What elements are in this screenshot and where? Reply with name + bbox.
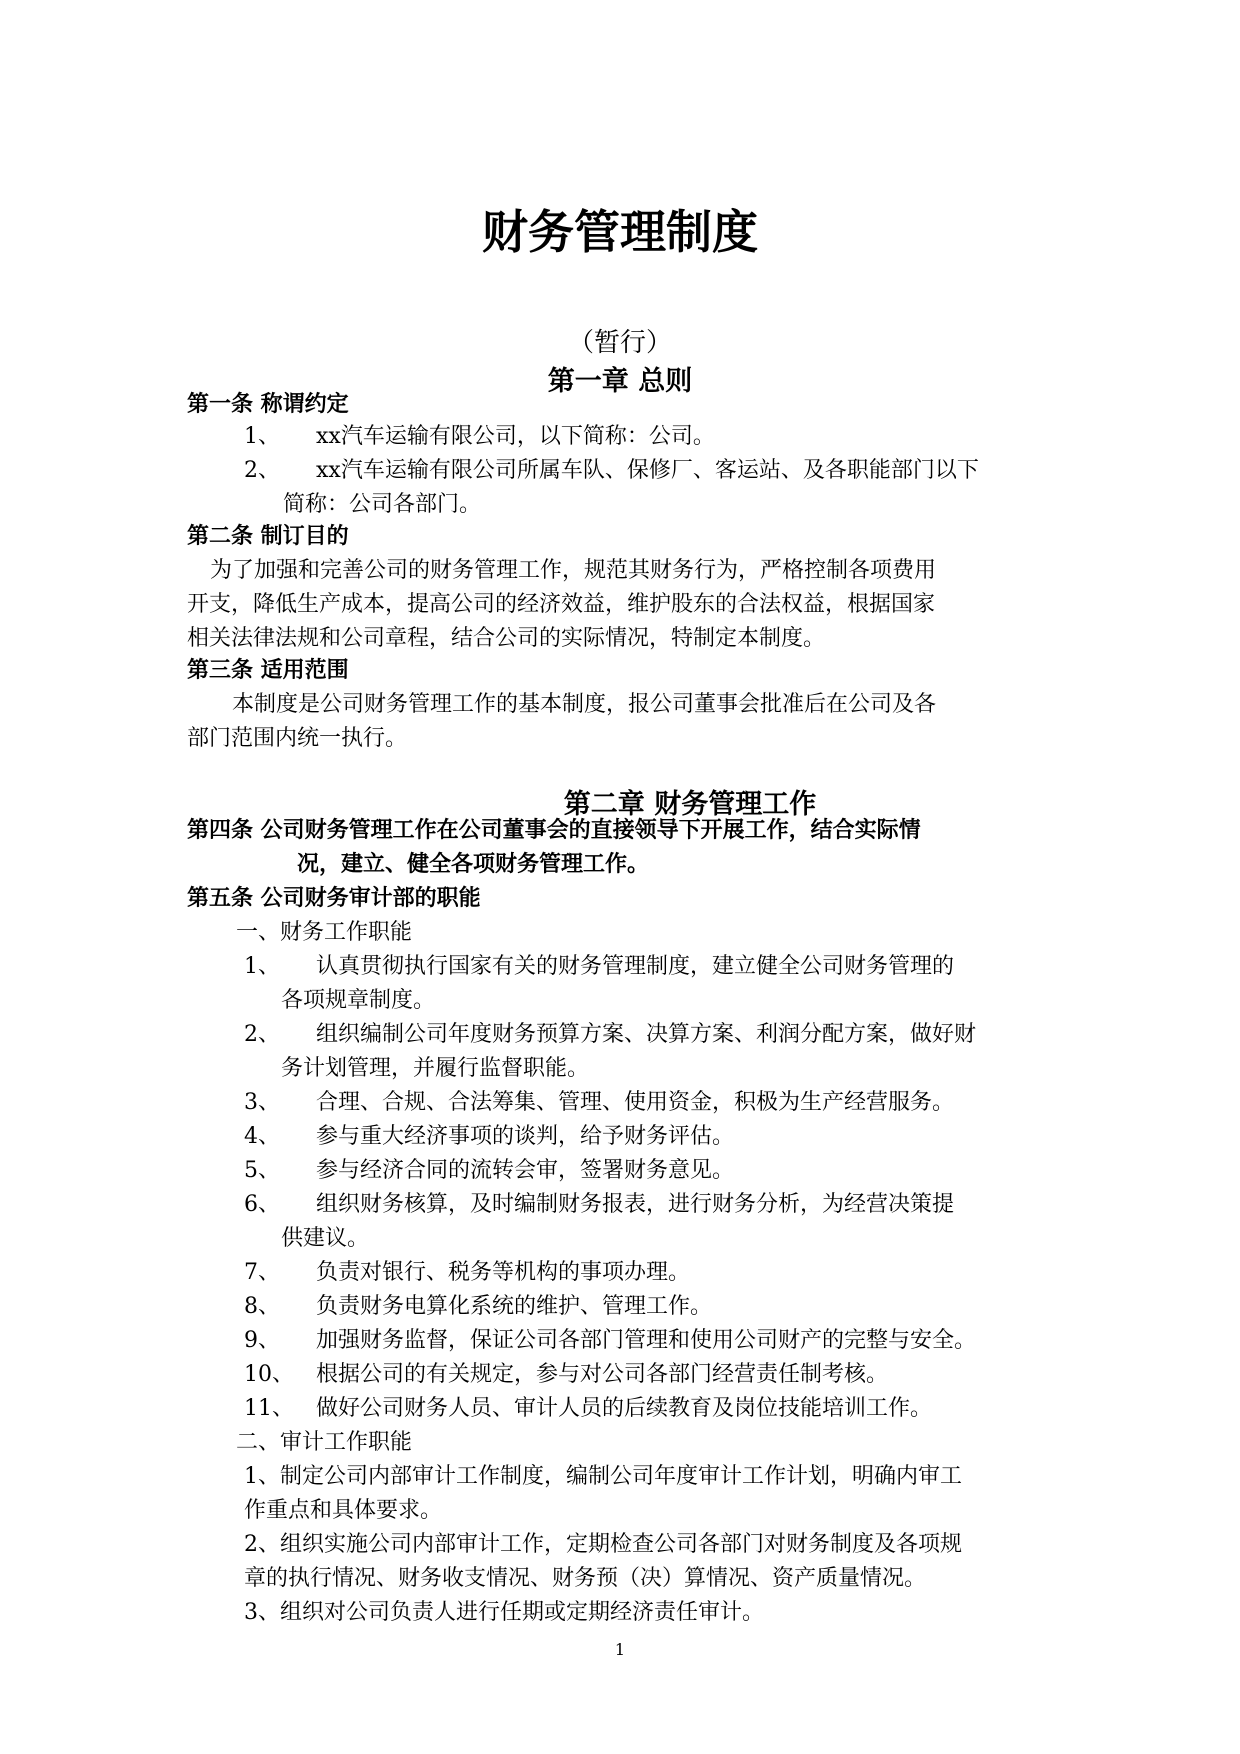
article-5-heading: 第五条 公司财务审计部的职能 bbox=[187, 886, 481, 911]
article-4-line-2: 况，建立、健全各项财务管理工作。 bbox=[297, 852, 650, 877]
article-3-heading: 第三条 适用范围 bbox=[187, 658, 349, 683]
list-item bbox=[244, 1292, 712, 1322]
chapter-1-heading: 第一章 总则 bbox=[547, 366, 693, 397]
list-item-continuation: 各项规章制度。 bbox=[281, 988, 436, 1013]
document-title: 财务管理制度 bbox=[482, 205, 758, 259]
list-item-text: 参与重大经济事项的谈判，给予财务评估。 bbox=[316, 1124, 735, 1149]
list-item-continuation: 供建议。 bbox=[281, 1226, 370, 1251]
list-item-number: 9、 bbox=[244, 1328, 280, 1353]
list-item-number: 5、 bbox=[244, 1158, 280, 1183]
paragraph-line: 作重点和具体要求。 bbox=[244, 1498, 443, 1523]
list-item bbox=[244, 1156, 734, 1186]
paragraph-line: 3、组织对公司负责人进行任期或定期经济责任审计。 bbox=[244, 1600, 764, 1625]
list-item bbox=[244, 1020, 976, 1050]
list-item-text: xx汽车运输有限公司所属车队、保修厂、客运站、及各职能部门以下 bbox=[316, 458, 979, 483]
list-item-continuation: 简称：公司各部门。 bbox=[283, 492, 482, 517]
list-item bbox=[244, 422, 715, 452]
list-item-number: 7、 bbox=[244, 1260, 280, 1285]
list-item bbox=[244, 952, 954, 982]
chapter-2-heading: 第二章 财务管理工作 bbox=[563, 789, 817, 820]
list-item-text: 负责财务电算化系统的维护、管理工作。 bbox=[316, 1294, 713, 1319]
list-item-number: 8、 bbox=[244, 1294, 280, 1319]
list-item bbox=[244, 1394, 932, 1424]
list-item-text: 认真贯彻执行国家有关的财务管理制度，建立健全公司财务管理的 bbox=[316, 954, 955, 979]
list-item bbox=[244, 456, 979, 486]
list-item-text: 负责对银行、税务等机构的事项办理。 bbox=[316, 1260, 691, 1285]
list-item-number: 3、 bbox=[244, 1090, 280, 1115]
section-heading: 一、财务工作职能 bbox=[236, 920, 413, 945]
list-item-text: 参与经济合同的流转会审，签署财务意见。 bbox=[316, 1158, 735, 1183]
paragraph-line: 1、制定公司内部审计工作制度，编制公司年度审计工作计划，明确内审工 bbox=[244, 1464, 962, 1489]
article-4-line-1: 第四条 公司财务管理工作在公司董事会的直接领导下开展工作，结合实际情 bbox=[187, 818, 921, 843]
list-item-text: xx汽车运输有限公司，以下简称：公司。 bbox=[316, 424, 715, 449]
list-item-number: 11、 bbox=[244, 1396, 294, 1421]
paragraph-line: 本制度是公司财务管理工作的基本制度，报公司董事会批准后在公司及各 bbox=[232, 692, 937, 717]
list-item-number: 1、 bbox=[244, 954, 280, 979]
article-1-heading: 第一条 称谓约定 bbox=[187, 392, 349, 417]
section-heading: 二、审计工作职能 bbox=[236, 1430, 413, 1455]
paragraph-line: 2、组织实施公司内部审计工作，定期检查公司各部门对财务制度及各项规 bbox=[244, 1532, 962, 1557]
paragraph-line: 部门范围内统一执行。 bbox=[187, 726, 408, 751]
list-item bbox=[244, 1258, 690, 1288]
list-item bbox=[244, 1190, 954, 1220]
page-number: 1 bbox=[614, 1640, 626, 1659]
list-item-text: 做好公司财务人员、审计人员的后续教育及岗位技能培训工作。 bbox=[316, 1396, 933, 1421]
paragraph-line: 章的执行情况、财务收支情况、财务预（决）算情况、资产质量情况。 bbox=[244, 1566, 927, 1591]
list-item bbox=[244, 1360, 888, 1390]
list-item bbox=[244, 1122, 734, 1152]
list-item bbox=[244, 1088, 954, 1118]
paragraph-line: 为了加强和完善公司的财务管理工作，规范其财务行为，严格控制各项费用 bbox=[210, 558, 937, 583]
article-2-heading: 第二条 制订目的 bbox=[187, 524, 349, 549]
document-subtitle: （暂行） bbox=[567, 328, 672, 358]
list-item-number: 6、 bbox=[244, 1192, 280, 1217]
list-item-text: 根据公司的有关规定，参与对公司各部门经营责任制考核。 bbox=[316, 1362, 889, 1387]
list-item bbox=[244, 1326, 976, 1356]
list-item-text: 组织编制公司年度财务预算方案、决算方案、利润分配方案，做好财 bbox=[316, 1022, 977, 1047]
paragraph-line: 相关法律法规和公司章程，结合公司的实际情况，特制定本制度。 bbox=[187, 626, 826, 651]
list-item-text: 组织财务核算，及时编制财务报表，进行财务分析，为经营决策提 bbox=[316, 1192, 955, 1217]
list-item-continuation: 务计划管理，并履行监督职能。 bbox=[281, 1056, 590, 1081]
list-item-text: 加强财务监督，保证公司各部门管理和使用公司财产的完整与安全。 bbox=[316, 1328, 977, 1353]
list-item-text: 合理、合规、合法筹集、管理、使用资金，积极为生产经营服务。 bbox=[316, 1090, 955, 1115]
list-item-number: 10、 bbox=[244, 1362, 294, 1387]
paragraph-line: 开支，降低生产成本，提高公司的经济效益，维护股东的合法权益，根据国家 bbox=[187, 592, 936, 617]
list-item-number: 1、 bbox=[244, 424, 280, 449]
list-item-number: 2、 bbox=[244, 458, 280, 483]
list-item-number: 4、 bbox=[244, 1124, 280, 1149]
list-item-number: 2、 bbox=[244, 1022, 280, 1047]
